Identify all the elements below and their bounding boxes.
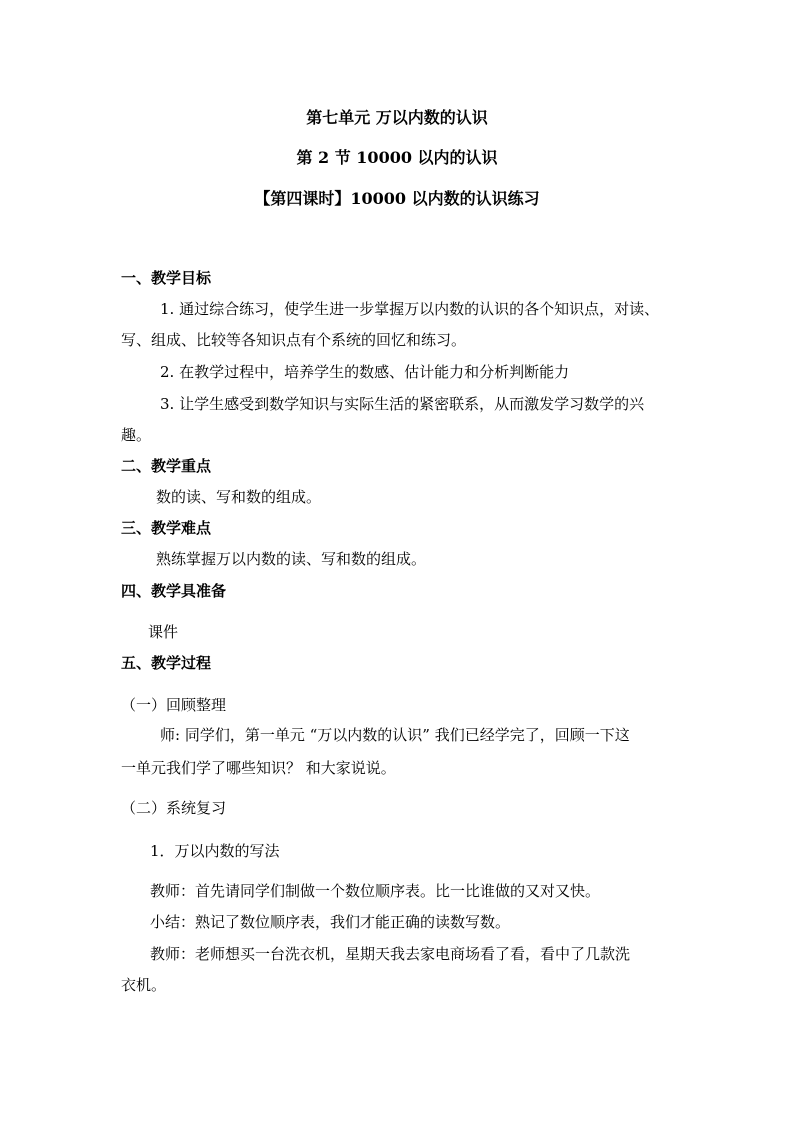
- objective-3-line-2: 趣。: [121, 426, 152, 444]
- objective-1-line-2: 写、组成、比较等各知识点有个系统的回忆和练习。: [121, 331, 467, 349]
- teacher-2-line-1: 教师：老师想买一台洗衣机，星期天我去家电商场看了看，看中了几款洗: [150, 945, 631, 963]
- objective-1-line-1: 1. 通过综合练习，使学生进一步掌握万以内数的认识的各个知识点，对读、: [160, 300, 660, 318]
- section-title: 第 2 节 10000 以内的认识: [296, 148, 498, 167]
- part-1-line-2: 一单元我们学了哪些知识？ 和大家说说。: [121, 759, 396, 777]
- key-points-text: 数的读、写和数的组成。: [156, 488, 322, 506]
- sub-1-heading: 1．万以内数的写法: [150, 842, 280, 860]
- teacher-2-line-2: 衣机。: [121, 976, 167, 994]
- difficulties-text: 熟练掌握万以内数的读、写和数的组成。: [156, 550, 427, 568]
- part-2-heading: （二）系统复习: [121, 799, 227, 817]
- objectives-heading: 一、教学目标: [121, 269, 212, 287]
- key-points-heading: 二、教学重点: [121, 457, 212, 475]
- part-1-heading: （一）回顾整理: [121, 696, 227, 714]
- unit-title: 第七单元 万以内数的认识: [306, 108, 488, 127]
- difficulties-heading: 三、教学难点: [121, 519, 212, 537]
- lesson-title: 【第四课时】10000 以内数的认识练习: [254, 189, 540, 208]
- materials-heading: 四、教学具准备: [121, 582, 227, 600]
- teacher-1: 教师：首先请同学们制做一个数位顺序表。比一比谁做的又对又快。: [150, 882, 601, 900]
- objective-3-line-1: 3. 让学生感受到数学知识与实际生活的紧密联系，从而激发学习数学的兴: [160, 395, 645, 413]
- summary: 小结：熟记了数位顺序表，我们才能正确的读数写数。: [150, 913, 511, 931]
- objective-2: 2. 在教学过程中，培养学生的数感、估计能力和分析判断能力: [160, 363, 570, 381]
- process-heading: 五、教学过程: [121, 654, 212, 672]
- materials-text: 课件: [148, 623, 179, 641]
- part-1-line-1: 师: 同学们，第一单元 “万以内数的认识” 我们已经学完了，回顾一下这: [160, 726, 630, 744]
